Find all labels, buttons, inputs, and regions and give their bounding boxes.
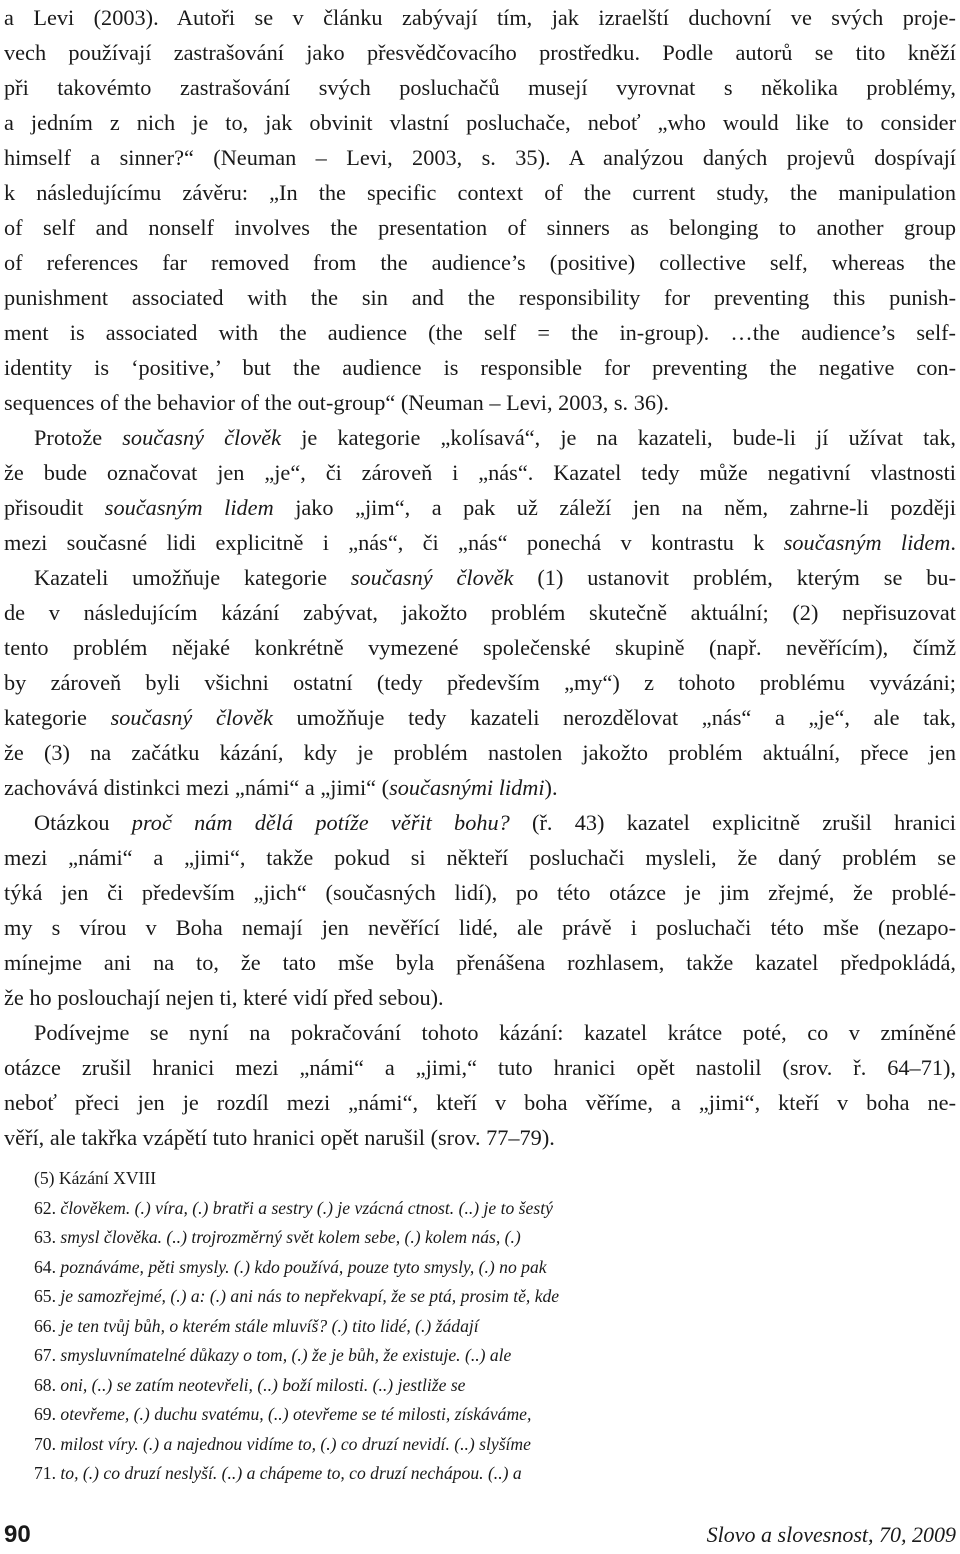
text-segment: identity is ‘positive,’ but the audience is responsible for preventing the negative con- [4, 355, 956, 380]
body-line [4, 1120, 956, 1155]
body-line [4, 910, 956, 945]
transcript-line [34, 1194, 553, 1224]
transcript-line [34, 1312, 479, 1342]
page-number: 90 [4, 1521, 31, 1548]
text-segment: že bude označovat jen „je“, či zároveň i „nás“. Kazatel tedy může negativní vlastnosti [4, 460, 956, 485]
paragraph-start-line [34, 1015, 956, 1050]
body-line [4, 350, 956, 385]
transcript-text: člověkem. (.) víra, (.) bratři a sestry (.) je vzácná ctnost. (..) je to šestý [60, 1197, 553, 1218]
paragraph-start-line [34, 560, 956, 595]
body-line [4, 840, 956, 875]
body-line [4, 525, 956, 560]
body-line [4, 280, 956, 315]
transcript-text: poznáváme, pěti smysly. (.) kdo používá, pouze tyto smysly, (.) no pak [60, 1256, 547, 1277]
text-segment: Protože [34, 425, 123, 450]
transcript-line [34, 1282, 559, 1312]
line-number: 62. [34, 1197, 56, 1218]
text-segment: my s vírou v Boha nemají jen nevěřící lidé, ale právě i posluchači této mše (nezapo- [4, 915, 956, 940]
transcript-heading: (5) Kázání XVIII [34, 1168, 157, 1188]
body-line [4, 945, 956, 980]
text-segment: ). [544, 775, 558, 800]
text-segment: vech používají zastrašování jako přesvědčovacího prostředku. Podle autorů se tito kněží [4, 40, 956, 65]
text-segment: by zároveň byli všichni ostatní (tedy především „my“) z tohoto problému vyvázáni; [4, 670, 956, 695]
text-segment: de v následujícím kázání zabývat, jakožto problém skutečně aktuální; (2) nepřisuzovat [4, 600, 956, 625]
text-segment: punishment associated with the sin and the responsibility for preventing this punish- [4, 285, 956, 310]
body-line [4, 175, 956, 210]
text-segment: přisoudit [4, 495, 105, 520]
text-segment: otázce zrušil hranici mezi „námi“ a „jimi,“ tuto hranici opět nastolil (srov. ř. 64–71), [4, 1055, 956, 1080]
text-segment: kategorie [4, 705, 111, 730]
body-line [4, 665, 956, 700]
journal-citation: Slovo a slovesnost, 70, 2009 [706, 1522, 956, 1547]
text-segment: mezi současné lidi explicitně i „nás“, či „nás“ ponechá v kontrastu k [4, 530, 784, 555]
transcript-line [34, 1400, 531, 1430]
body-line [4, 1085, 956, 1120]
text-segment: tento problém nějaké konkrétně vymezené společenské skupině (např. nevěřícím), čímž [4, 635, 956, 660]
italic-text: současný člověk [122, 425, 282, 450]
body-line [4, 315, 956, 350]
body-line [4, 735, 956, 770]
italic-text: současný člověk [110, 705, 273, 730]
transcript-text: to, (.) co druzí neslyší. (..) a chápeme to, co druzí nechápou. (..) a [60, 1463, 522, 1483]
text-segment: mínejme ani na to, že tato mše byla přenášena rozhlasem, takže kazatel předpokládá, [4, 950, 956, 975]
text-segment: věří, ale takřka vzápětí tuto hranici opět narušil (srov. 77–79). [4, 1125, 555, 1150]
body-line [4, 1050, 956, 1085]
italic-text: současným lidem [104, 495, 274, 520]
transcript-line [34, 1253, 547, 1283]
text-segment: týká jen či především „jich“ (současných lidí), po této otázce je jim zřejmé, že problé- [4, 880, 956, 905]
transcript-text: oni, (..) se zatím neotevřeli, (..) boží milosti. (..) jestliže se [60, 1374, 466, 1395]
text-segment: při takovémto zastrašování svých posluchačů musejí vyrovnat s několika problémy, [4, 75, 956, 100]
body-line [4, 490, 956, 525]
italic-text: proč nám dělá potíže věřit bohu? [131, 810, 510, 835]
transcript-text: je samozřejmé, (.) a: (.) ani nás to nepřekvapí, že se ptá, prosim tě, kde [60, 1286, 560, 1306]
body-line [4, 385, 956, 420]
text-segment: je kategorie „kolísavá“, je na kazateli, bude-li jí užívat tak, [281, 425, 956, 450]
body-line [4, 630, 956, 665]
text-segment: zachovává distinkci mezi „námi“ a „jimi“ ( [4, 775, 390, 800]
text-segment: Kazateli umožňuje kategorie [34, 565, 351, 590]
transcript-text: smysluvnímatelné důkazy o tom, (.) že je bůh, že existuje. (..) ale [60, 1345, 512, 1365]
text-segment: Otázkou [34, 810, 132, 835]
text-segment: Podívejme se nyní na pokračování tohoto kázání: kazatel krátce poté, co v zmíněné [34, 1020, 956, 1045]
body-line [4, 455, 956, 490]
body-line [4, 105, 956, 140]
line-number: 64. [34, 1256, 56, 1277]
paragraph-start-line [34, 420, 956, 455]
body-line [4, 770, 956, 805]
italic-text: současnými lidmi [389, 775, 545, 800]
text-segment: k následujícímu závěru: „In the specific context of the current study, the manipulation [4, 180, 956, 205]
transcript-line [34, 1371, 465, 1401]
text-segment: a jedním z nich je to, jak obvinit vlastní posluchače, neboť „who would like to consider [4, 110, 956, 135]
transcript-text: milost víry. (.) a najednou vidíme to, (.) co druzí nevidí. (..) slyšíme [60, 1433, 531, 1454]
transcript-line [34, 1430, 531, 1460]
text-segment: že (3) na začátku kázání, kdy je problém nastolen jakožto problém aktuální, přece jen [4, 740, 956, 765]
transcript-text: otevřeme, (.) duchu svatému, (..) otevřeme se té milosti, získáváme, [60, 1404, 532, 1424]
text-segment: že ho poslouchají nejen ti, které vidí před sebou). [4, 985, 444, 1010]
text-segment: of references far removed from the audience’s (positive) collective self, whereas the [4, 250, 956, 275]
text-segment: (ř. 43) kazatel explicitně zrušil hranici [509, 810, 956, 835]
transcript-line [34, 1223, 521, 1253]
italic-text: současný člověk [350, 565, 514, 590]
text-segment: ment is associated with the audience (the self = the in-group). …the audience’s self- [4, 320, 956, 345]
body-line [4, 210, 956, 245]
body-line [4, 875, 956, 910]
transcript-text: smysl člověka. (..) trojrozměrný svět kolem sebe, (.) kolem nás, (.) [60, 1227, 521, 1247]
body-line [4, 0, 956, 35]
text-segment: mezi „námi“ a „jimi“, takže pokud si někteří posluchači mysleli, že daný problém se [4, 845, 956, 870]
text-segment: of self and nonself involves the presentation of sinners as belonging to another group [4, 215, 956, 240]
line-number: 68. [34, 1374, 56, 1395]
transcript-line [34, 1341, 511, 1371]
line-number: 70. [34, 1433, 56, 1454]
text-segment: a Levi (2003). Autoři se v článku zabývají tím, jak izraelští duchovní ve svých proje- [4, 5, 956, 30]
body-line [4, 595, 956, 630]
line-number: 67. [34, 1345, 56, 1365]
italic-text: současným lidem [783, 530, 951, 555]
body-line [4, 245, 956, 280]
line-number: 66. [34, 1315, 56, 1336]
body-line [4, 70, 956, 105]
line-number: 69. [34, 1404, 56, 1424]
text-segment: umožňuje tedy kazateli nerozdělovat „nás“ a „je“, ale tak, [272, 705, 956, 730]
text-segment: himself a sinner?“ (Neuman – Levi, 2003, s. 35). A analýzou daných projevů dospívají [4, 145, 956, 170]
text-segment: (1) ustanovit problém, kterým se bu- [513, 565, 957, 590]
transcript-text: je ten tvůj bůh, o kterém stále mluvíš? (.) tito lidé, (.) žádají [60, 1315, 479, 1336]
body-line [4, 35, 956, 70]
line-number: 63. [34, 1227, 56, 1247]
paragraph-start-line [34, 805, 956, 840]
text-segment: sequences of the behavior of the out-group“ (Neuman – Levi, 2003, s. 36). [4, 390, 669, 415]
line-number: 71. [34, 1463, 56, 1483]
body-line [4, 140, 956, 175]
text-segment: neboť přeci jen je rozdíl mezi „námi“, kteří v boha věříme, a „jimi“, kteří v boha ne- [4, 1090, 956, 1115]
text-segment: . [950, 530, 956, 555]
body-line [4, 980, 956, 1015]
transcript-line [34, 1459, 522, 1489]
line-number: 65. [34, 1286, 56, 1306]
text-segment: jako „jim“, a pak už záleží jen na něm, zahrne-li později [273, 495, 956, 520]
body-line [4, 700, 956, 735]
